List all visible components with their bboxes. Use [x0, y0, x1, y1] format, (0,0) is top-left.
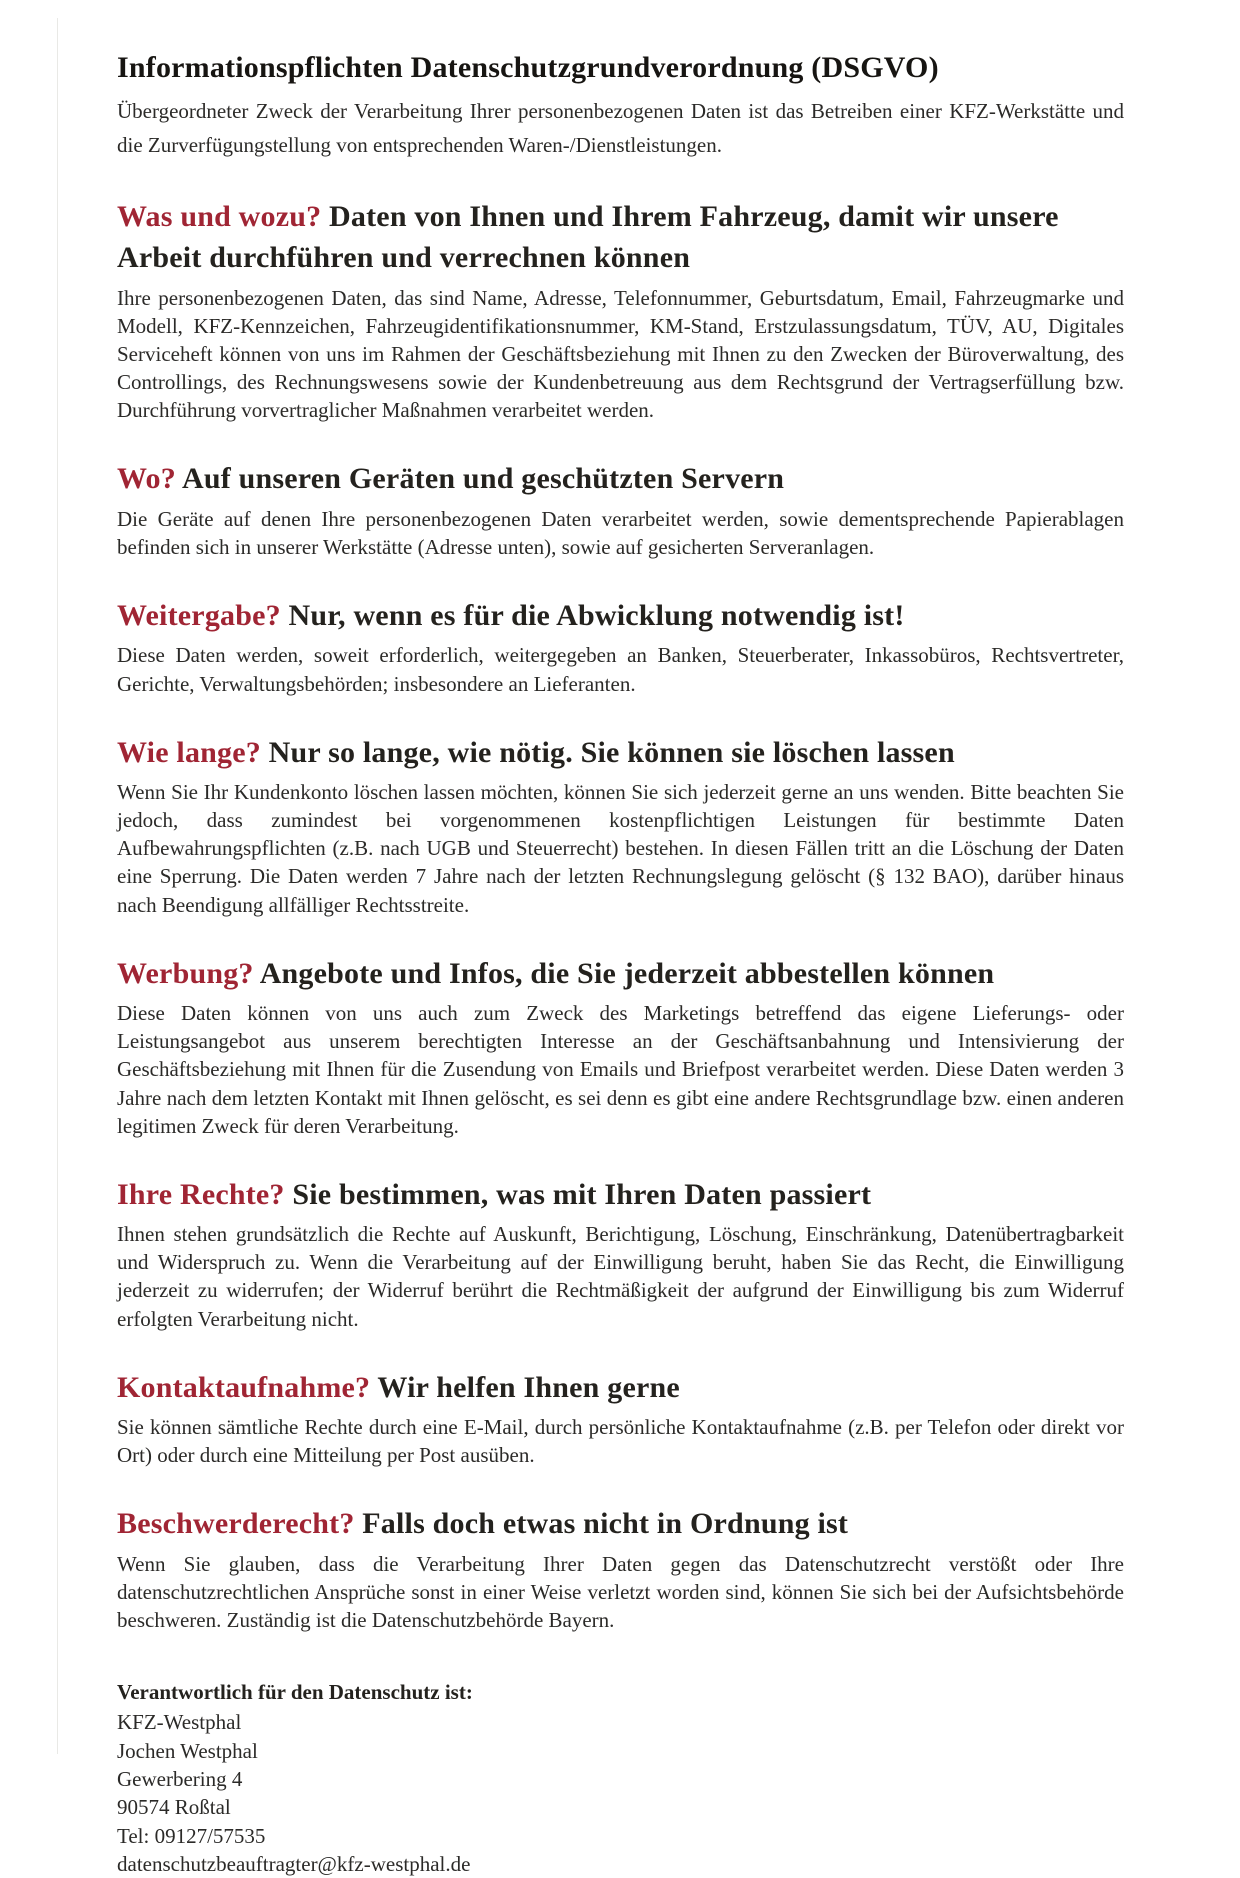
section-heading	[117, 953, 1124, 994]
section-headline: Nur, wenn es für die Abwicklung notwendig ist!	[288, 599, 905, 633]
responsible-label: Verantwortlich für den Datenschutz ist:	[117, 1680, 473, 1705]
section-wie-lange	[117, 732, 1124, 919]
section-question: Was und wozu?	[117, 200, 322, 234]
section-headline: Falls doch etwas nicht in Ordnung ist	[362, 1507, 849, 1541]
section-body: Sie können sämtliche Rechte durch eine E-Mail, durch persönliche Kontaktaufnahme (z.B. per Telefon oder direkt vor Ort) oder durch eine Mitteilung per Post ausüben.	[117, 1415, 1124, 1468]
section-body: Wenn Sie Ihr Kundenkonto löschen lassen möchten, können Sie sich jederzeit gerne an uns wenden. Bitte beachten Sie jedoch, dass zumindest bei vorgenommenen kostenpflichtigen Leistungen für bestimmte Daten Aufbewahrungspflichten (z.B. nach UGB und Steuerrecht) bestehen. In diesen Fällen tritt an die Löschung der Daten eine Sperrung. Die Daten werden 7 Jahre nach der letzten Rechnungslegung gelöscht (§ 132 BAO), darüber hinaus nach Beendigung allfälliger Rechtsstreite.	[117, 780, 1124, 917]
section-heading	[117, 595, 1124, 636]
section-body: Diese Daten können von uns auch zum Zweck des Marketings betreffend das eigene Lieferungs- oder Leistungsangebot aus unserem berechtigten Interesse an der Geschäftsanbahnung und Intensivierung der Geschäftsbeziehung mit Ihnen für die Zusendung von Emails und Briefpost verarbeitet werden. Diese Daten werden 3 Jahre nach dem letzten Kontakt mit Ihnen gelöscht, es sei denn es gibt eine andere Rechtsgrundlage bzw. einen anderen legitimen Zweck für deren Verarbeitung.	[117, 1001, 1124, 1138]
section-kontaktaufnahme	[117, 1367, 1124, 1470]
section-question: Werbung?	[117, 956, 254, 990]
section-heading	[117, 732, 1124, 773]
section-question: Kontaktaufnahme?	[117, 1370, 371, 1404]
section-headline: Nur so lange, wie nötig. Sie können sie löschen lassen	[268, 735, 955, 769]
responsible-person: Jochen Westphal	[117, 1738, 258, 1763]
section-heading	[117, 458, 1124, 499]
section-question: Beschwerderecht?	[117, 1507, 355, 1541]
section-heading	[117, 1174, 1124, 1215]
section-weitergabe	[117, 595, 1124, 698]
section-headline: Sie bestimmen, was mit Ihren Daten passiert	[292, 1177, 872, 1211]
section-body: Wenn Sie glauben, dass die Verarbeitung Ihrer Daten gegen das Datenschutzrecht verstößt oder Ihre datenschutzrechtlichen Ansprüche sonst in einer Weise verletzt worden sind, können Sie sich bei der Aufsichtsbehörde beschweren. Zuständig ist die Datenschutzbehörde Bayern.	[117, 1551, 1124, 1632]
section-headline: Wir helfen Ihnen gerne	[377, 1370, 680, 1404]
section-heading	[117, 1367, 1124, 1408]
section-wo	[117, 458, 1124, 561]
section-question: Wie lange?	[117, 735, 261, 769]
section-body: Ihre personenbezogenen Daten, das sind Name, Adresse, Telefonnummer, Geburtsdatum, Email, Fahrzeugmarke und Modell, KFZ-Kennzeichen, Fahrzeugidentifikationsnummer, KM-Stand, Erstzulassungsdatum, TÜV, AU, Digitales Serviceheft können von uns im Rahmen der Geschäftsbeziehung mit Ihnen zu den Zwecken der Büroverwaltung, des Controllings, des Rechnungswesens sowie der Kundenbetreuung aus dem Rechtsgrund der Vertragserfüllung bzw. Durchführung vorvertraglicher Maßnahmen verarbeitet werden.	[117, 285, 1124, 423]
responsible-block	[117, 1678, 1124, 1878]
section-heading	[117, 196, 1124, 279]
section-werbung	[117, 953, 1124, 1140]
responsible-company: KFZ-Westphal	[117, 1710, 242, 1735]
section-beschwerderecht	[117, 1503, 1124, 1634]
responsible-street: Gewerbering 4	[117, 1767, 243, 1792]
section-ihre-rechte	[117, 1174, 1124, 1333]
responsible-phone: Tel: 09127/57535	[117, 1823, 266, 1848]
section-was-und-wozu	[117, 196, 1124, 424]
section-question: Ihre Rechte?	[117, 1177, 285, 1211]
responsible-email: datenschutzbeauftragter@kfz-westphal.de	[117, 1852, 471, 1877]
section-question: Weitergabe?	[117, 599, 281, 633]
section-body: Ihnen stehen grundsätzlich die Rechte auf Auskunft, Berichtigung, Löschung, Einschränkung, Datenübertragbarkeit und Widerspruch zu. Wenn die Verarbeitung auf der Einwilligung beruht, haben Sie das Recht, die Einwilligung jederzeit zu widerrufen; der Widerruf berührt die Rechtmäßigkeit der aufgrund der Einwilligung bis zum Widerruf erfolgten Verarbeitung nicht.	[117, 1222, 1124, 1331]
section-headline: Auf unseren Geräten und geschützten Servern	[182, 462, 785, 496]
responsible-city: 90574 Roßtal	[117, 1795, 231, 1820]
section-body: Diese Daten werden, soweit erforderlich, weitergegeben an Banken, Steuerberater, Inkassobüros, Rechtsvertreter, Gerichte, Verwaltungsbehörden; insbesondere an Lieferanten.	[117, 643, 1124, 696]
section-heading	[117, 1503, 1124, 1544]
section-headline: Daten von Ihnen und Ihrem Fahrzeug, damit wir unsere Arbeit durchführen und verrechnen können	[117, 200, 1059, 275]
intro-paragraph: Übergeordneter Zweck der Verarbeitung Ihrer personenbezogenen Daten ist das Betreiben einer KFZ-Werkstätte und die Zurverfügungstellung von entsprechenden Waren-/Dienstleistungen.	[117, 99, 1124, 158]
document-title: Informationspflichten Datenschutzgrundverordnung (DSGVO)	[117, 51, 939, 84]
section-headline: Angebote und Infos, die Sie jederzeit abbestellen können	[259, 956, 995, 990]
section-question: Wo?	[117, 462, 176, 496]
document-header	[117, 50, 1124, 162]
section-body: Die Geräte auf denen Ihre personenbezogenen Daten verarbeitet werden, sowie dementsprechende Papierablagen befinden sich in unserer Werkstätte (Adresse unten), sowie auf gesicherten Serveranlagen.	[117, 506, 1124, 559]
